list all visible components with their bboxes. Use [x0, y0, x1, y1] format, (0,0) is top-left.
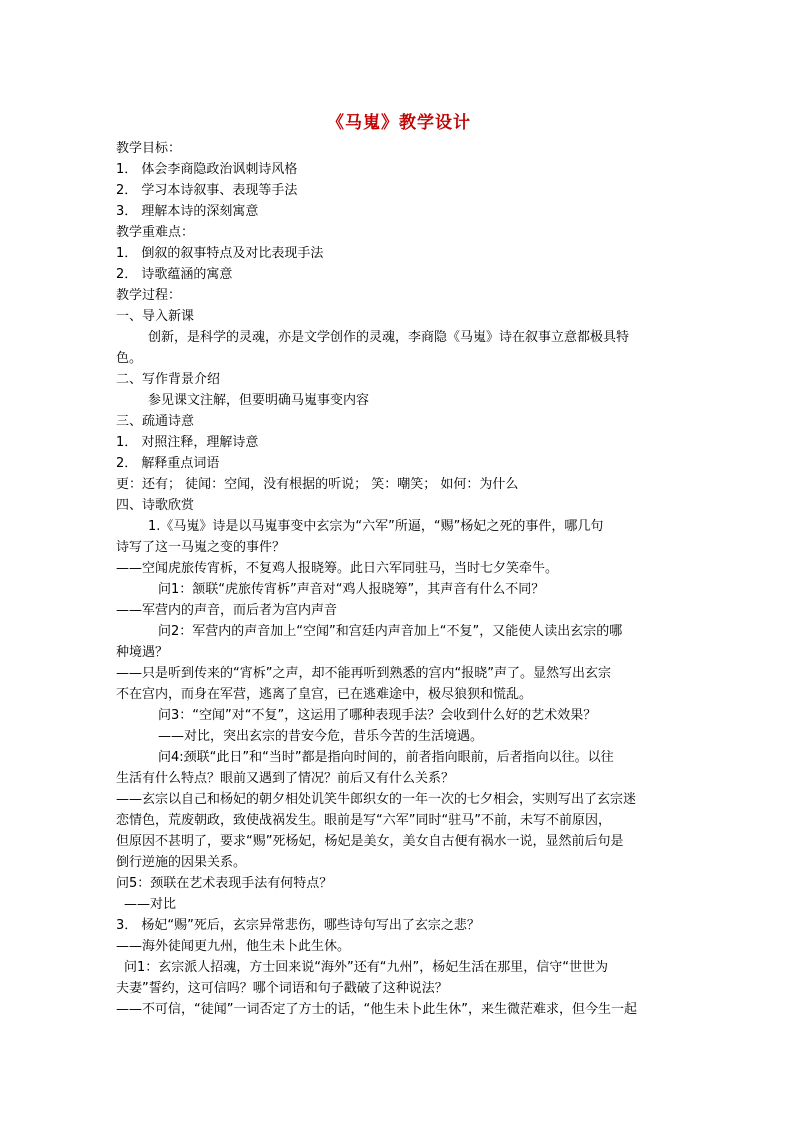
paragraph-line: ——只是听到传来的“宵柝”之声，却不能再听到熟悉的宫内“报晓”声了。显然写出玄宗: [116, 666, 611, 681]
list-item: 3． 理解本诗的深刻寓意: [116, 204, 259, 219]
paragraph-line: 1.《马嵬》诗是以马嵬事变中玄宗为“六军”所逼，“赐”杨妃之死的事件，哪几句: [148, 519, 604, 534]
paragraph-line: 种境遇？: [116, 645, 169, 660]
document-title: 《马嵬》教学设计: [327, 113, 471, 133]
paragraph-line: ——不可信，“徒闻”一词否定了方士的话，“他生未卜此生休”，来生微茫难求，但今生一起: [116, 1002, 637, 1017]
paragraph-line: 夫妻”誓约，这可信吗？哪个词语和句子戳破了这种说法？: [116, 981, 448, 996]
list-item: 2． 诗歌蕴涵的寓意: [116, 267, 233, 282]
paragraph-line: ——对比: [124, 897, 177, 912]
paragraph-line: ——海外徒闻更九州，他生未卜此生休。: [116, 939, 351, 954]
paragraph-line: 生活有什么特点？眼前又遇到了情况？前后又有什么关系？: [116, 771, 455, 786]
paragraph-line: 不在宫内，而身在军营，逃离了皇宫，已在逃难途中，极尽狼狈和慌乱。: [116, 687, 533, 702]
question-line: 问1：玄宗派人招魂，方士回来说“海外”还有“九州”，杨妃生活在那里，信守“世世为: [124, 960, 608, 975]
paragraph-line: 参见课文注解，但要明确马嵬事变内容: [148, 393, 370, 408]
section-heading: 教学过程：: [116, 288, 182, 303]
section-heading: 教学重难点：: [116, 225, 195, 240]
paragraph-line: 倒行逆施的因果关系。: [116, 855, 247, 870]
list-item: 2． 学习本诗叙事、表现等手法: [116, 183, 298, 198]
list-item: 2． 解释重点词语: [116, 456, 220, 471]
section-heading: 二、写作背景介绍: [116, 372, 221, 387]
list-item: 1． 倒叙的叙事特点及对比表现手法: [116, 246, 324, 261]
paragraph-line: ——对比，突出玄宗的昔安今危，昔乐今苦的生活境遇。: [158, 729, 484, 744]
section-heading: 四、诗歌欣赏: [116, 498, 195, 513]
paragraph-line: ——空闻虎旅传宵柝，不复鸡人报晓筹。此日六军同驻马，当时七夕笑牵牛。: [116, 561, 559, 576]
question-line: 问4:颈联“此日”和“当时”都是指向时间的，前者指向眼前，后者指向以往。以往: [158, 750, 614, 765]
section-heading: 一、导入新课: [116, 309, 195, 324]
paragraph-line: 诗写了这一马嵬之变的事件？: [116, 540, 286, 555]
paragraph-line: ——玄宗以自己和杨妃的朝夕相处讥笑牛郎织女的一年一次的七夕相会，实则写出了玄宗迷: [116, 792, 637, 807]
paragraph-line: 但原因不甚明了，要求“赐”死杨妃，杨妃是美女，美女自古便有祸水一说，显然前后句是: [116, 834, 624, 849]
paragraph-line: ——军营内的声音，而后者为宫内声音: [116, 603, 338, 618]
paragraph-line: 恋情色，荒废朝政，致使战祸发生。眼前是写“六军”同时“驻马”不前，未写不前原因，: [116, 813, 611, 828]
paragraph-line: 色。: [116, 351, 143, 366]
question-line: 问1：颔联“虎旅传宵柝”声音对“鸡人报晓筹”，其声音有什么不同？: [158, 582, 545, 597]
section-heading: 教学目标：: [116, 141, 182, 156]
section-heading: 三、疏通诗意: [116, 414, 195, 429]
question-line: 问2：军营内的声音加上“空闻”和宫廷内声音加上“不复”，又能使人读出玄宗的哪: [158, 624, 623, 639]
question-line: 问5：颈联在艺术表现手法有何特点？: [116, 876, 333, 891]
question-line: 问3：“空闻”对“不复”，这运用了哪种表现手法？会收到什么好的艺术效果？: [158, 708, 597, 723]
list-item: 3． 杨妃“赐”死后，玄宗异常悲伤，哪些诗句写出了玄宗之悲？: [116, 918, 480, 933]
paragraph-line: 更：还有； 徒闻：空闻，没有根据的听说； 笑：嘲笑； 如何：为什么: [116, 477, 519, 492]
list-item: 1． 体会李商隐政治讽刺诗风格: [116, 162, 298, 177]
list-item: 1． 对照注释，理解诗意: [116, 435, 259, 450]
paragraph-line: 创新，是科学的灵魂，亦是文学创作的灵魂，李商隐《马嵬》诗在叙事立意都极具特: [148, 330, 630, 345]
